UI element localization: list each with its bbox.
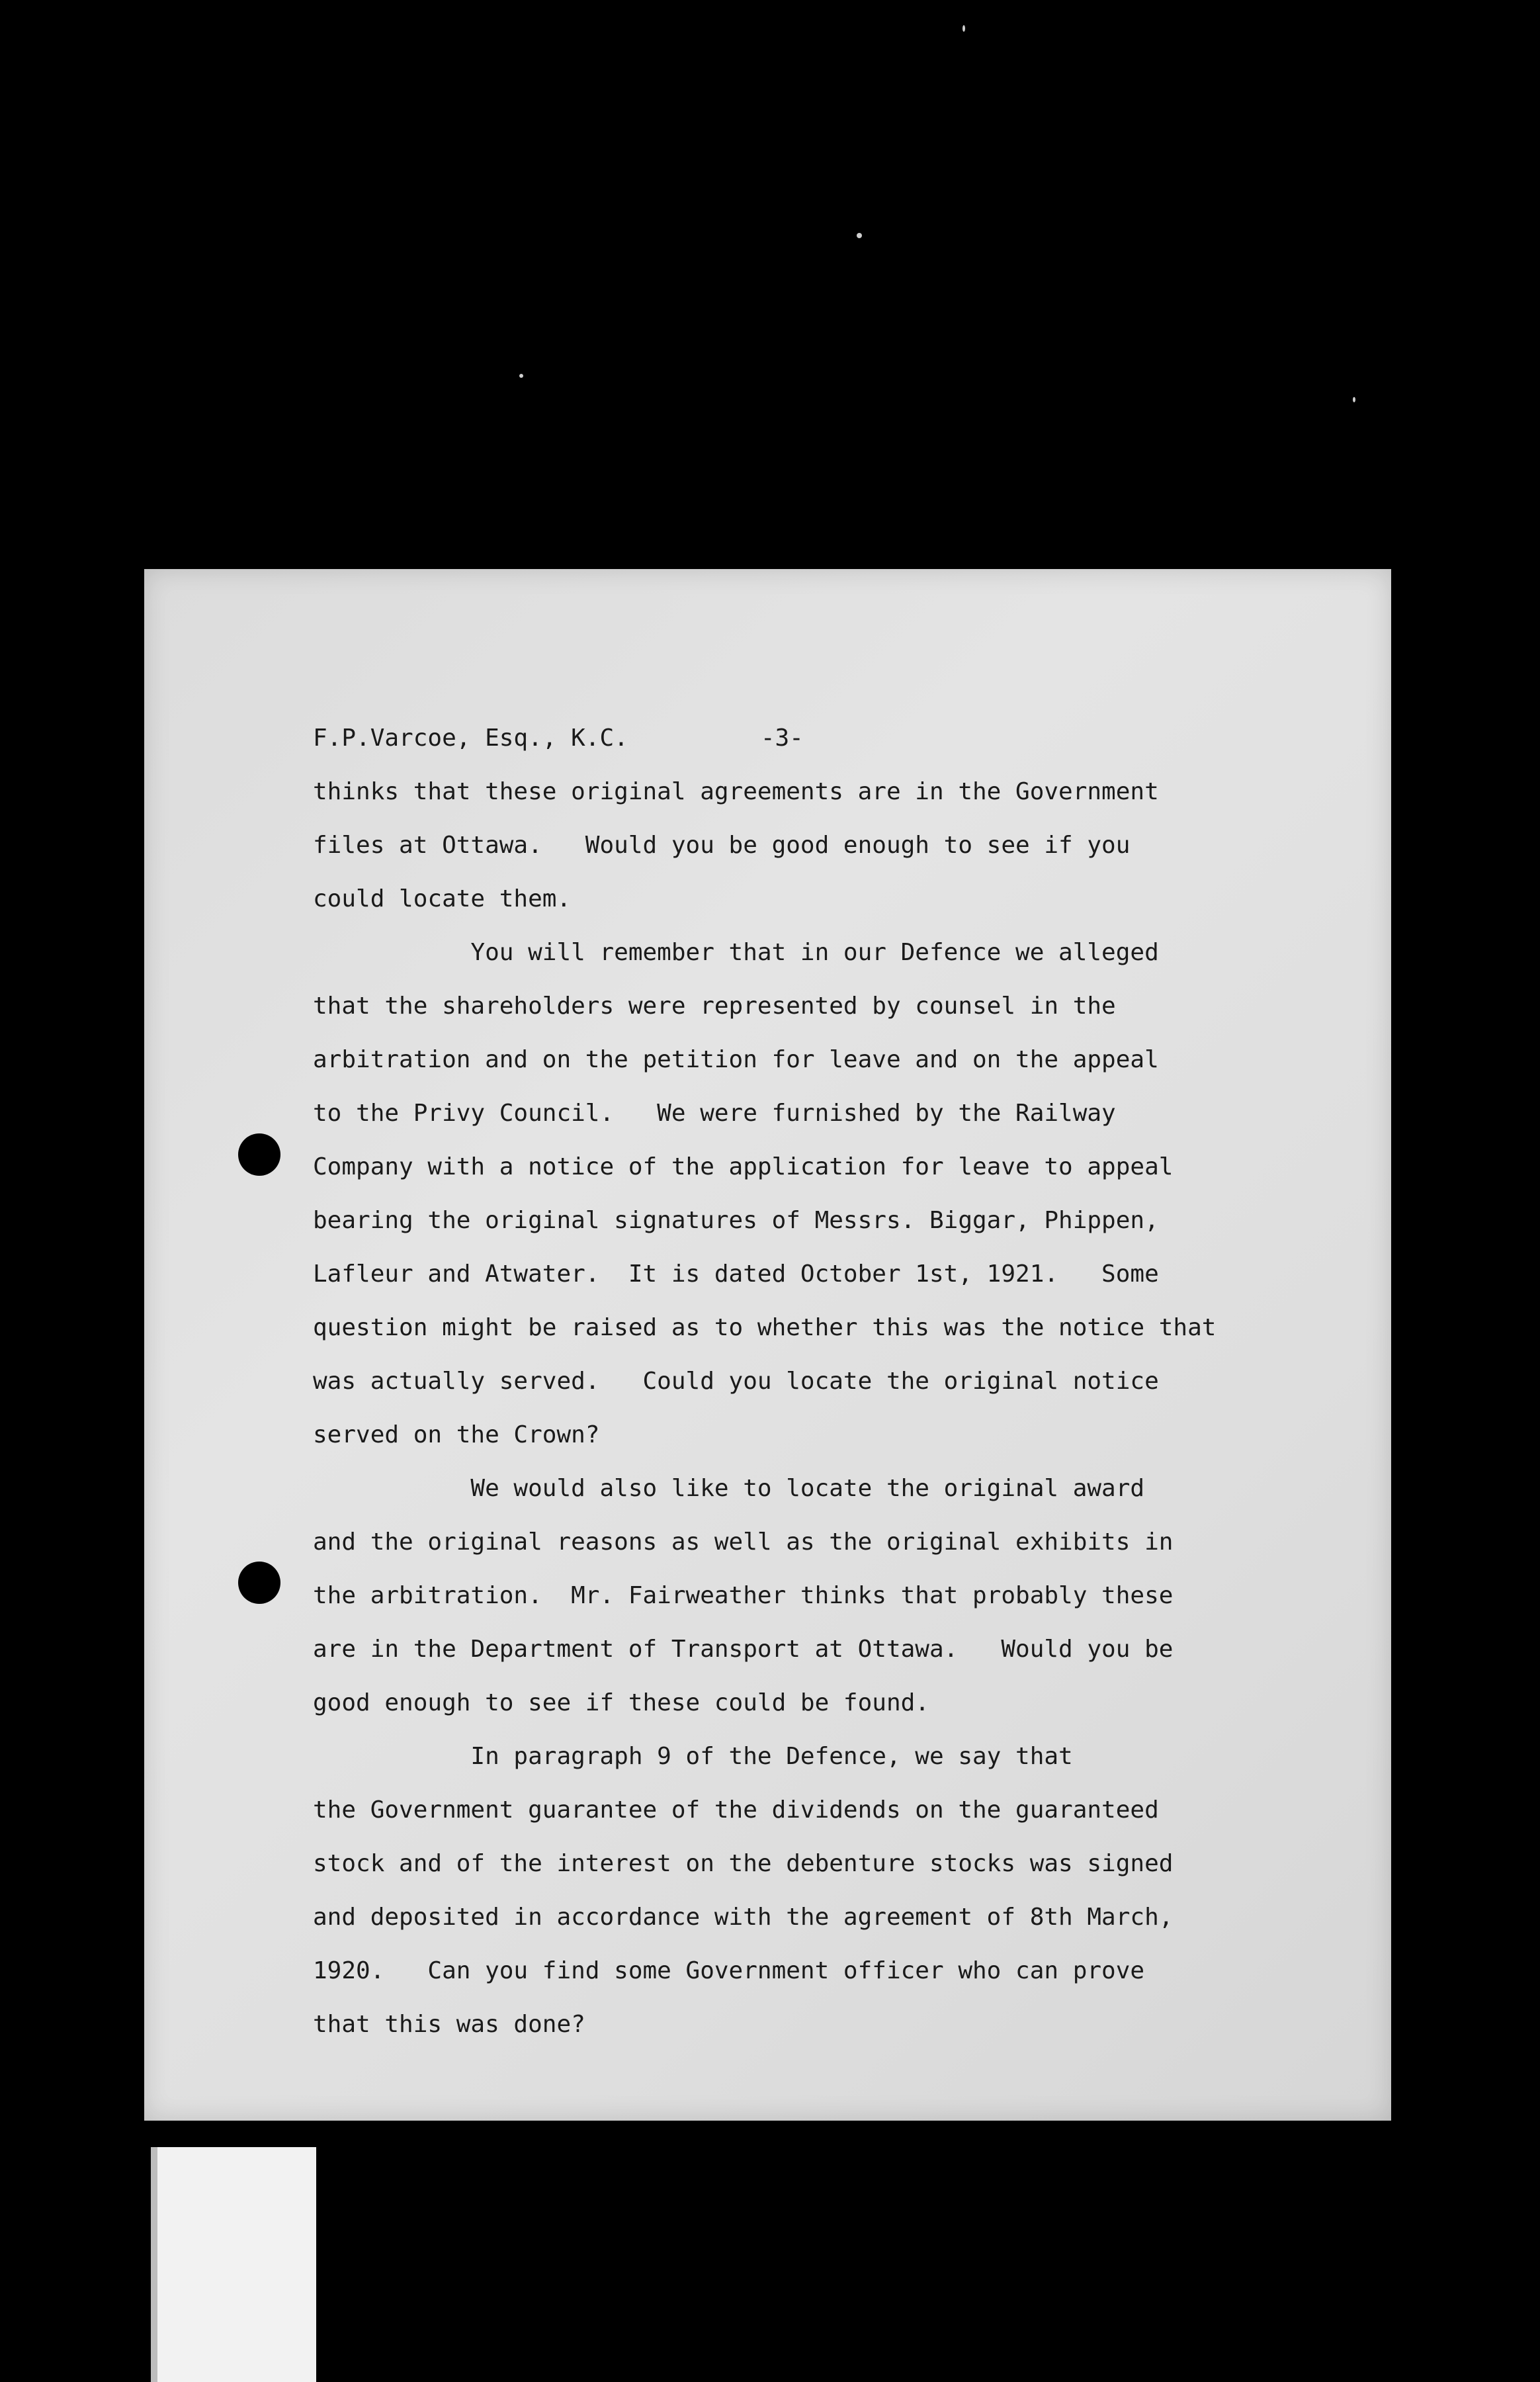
dust-speck — [1353, 397, 1355, 402]
dust-speck — [519, 374, 523, 378]
text-line: Lafleur and Atwater. It is dated October 1st, 1921. Some — [313, 1260, 1159, 1288]
text-line: could locate them. — [313, 885, 572, 912]
text-line: that this was done? — [313, 2011, 585, 2038]
text-line: that the shareholders were represented by counsel in the — [313, 992, 1116, 1020]
text-line: was actually served. Could you locate the original notice — [313, 1368, 1159, 1395]
page-number: -3- — [760, 725, 804, 752]
text-line: bearing the original signatures of Messrs. Biggar, Phippen, — [313, 1207, 1159, 1234]
text-line: stock and of the interest on the debenture stocks was signed — [313, 1850, 1174, 1877]
text-line: In paragraph 9 of the Defence, we say that — [313, 1743, 1073, 1770]
text-line: files at Ottawa. Would you be good enough to see if you — [313, 832, 1131, 859]
text-line: We would also like to locate the original award — [313, 1475, 1145, 1502]
text-line: thinks that these original agreements are in the Government — [313, 778, 1159, 805]
punch-hole — [238, 1133, 280, 1176]
text-line: arbitration and on the petition for leave and on the appeal — [313, 1046, 1159, 1073]
addressee-line: F.P.Varcoe, Esq., K.C. — [313, 725, 628, 752]
text-line: the Government guarantee of the dividends on the guaranteed — [313, 1796, 1159, 1824]
punch-hole — [238, 1562, 280, 1604]
text-line: served on the Crown? — [313, 1421, 600, 1448]
letter-body — [313, 711, 1345, 2051]
text-line: good enough to see if these could be found. — [313, 1689, 929, 1716]
text-line: 1920. Can you find some Government officer who can prove — [313, 1957, 1145, 1984]
text-line: and deposited in accordance with the agreement of 8th March, — [313, 1904, 1174, 1931]
text-line: are in the Department of Transport at Ottawa. Would you be — [313, 1636, 1174, 1663]
text-line: the arbitration. Mr. Fairweather thinks that probably these — [313, 1582, 1174, 1609]
text-line: Company with a notice of the application for leave to appeal — [313, 1153, 1174, 1180]
text-line: You will remember that in our Defence we alleged — [313, 939, 1159, 966]
paper-slip — [151, 2147, 316, 2382]
typed-letter-page — [144, 569, 1391, 2121]
text-line: to the Privy Council. We were furnished by the Railway — [313, 1100, 1116, 1127]
letter-header — [313, 711, 1345, 765]
text-line: and the original reasons as well as the original exhibits in — [313, 1528, 1174, 1556]
dust-speck — [962, 25, 965, 32]
dust-speck — [857, 233, 862, 238]
text-line: question might be raised as to whether this was the notice that — [313, 1314, 1217, 1341]
